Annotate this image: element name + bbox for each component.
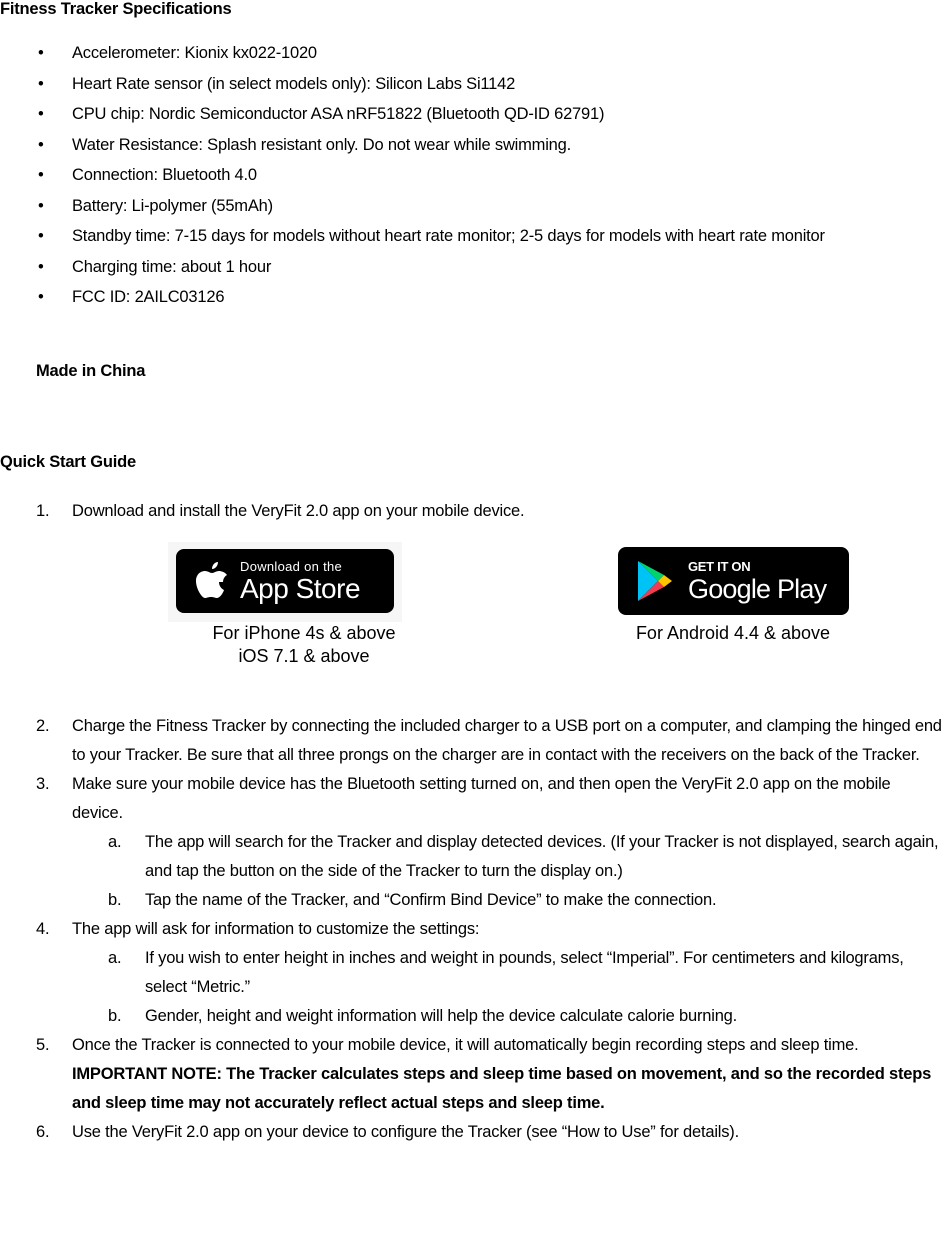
step-number: 5. [36,1036,50,1054]
spec-item [0,130,944,161]
bullet-icon: • [38,44,44,62]
specs-list [0,38,944,313]
spec-item [0,252,944,283]
sub-text: If you wish to enter height in inches and weight in pounds, select “Imperial”. For centimeters and kilograms, select “Metric.” [145,949,904,996]
sub-text: Gender, height and weight information will help the device calculate calorie burning. [145,1007,738,1025]
google-play-small-text: GET IT ON [688,558,751,574]
step-number: 1. [36,502,50,520]
step-2 [0,712,944,770]
spec-text: Accelerometer: Kionix kx022-1020 [72,44,317,62]
spec-text: FCC ID: 2AILC03126 [72,288,225,306]
bullet-icon: • [38,105,44,123]
spec-text: Water Resistance: Splash resistant only. Do not wear while swimming. [72,135,572,154]
bullet-icon: • [38,227,44,245]
app-store-big-text: App Store [240,572,361,604]
step-text: Download and install the VeryFit 2.0 app on your mobile device. [72,502,525,520]
sub-text: The app will search for the Tracker and display detected devices. (If your Tracker is not displayed, search again, and tap the button on the side of the Tracker to turn the display on.) [145,833,939,880]
bullet-icon: • [38,135,44,154]
step-4b [0,1002,944,1031]
sub-letter: b. [108,891,122,909]
spec-item [0,69,944,100]
step-text: Use the VeryFit 2.0 app on your device to configure the Tracker (see “How to Use” for details). [72,1123,739,1141]
step-text: Make sure your mobile device has the Bluetooth setting turned on, and then open the VeryFit 2.0 app on the mobile device. [72,775,891,822]
spec-item [0,38,944,69]
important-note: IMPORTANT NOTE: The Tracker calculates steps and sleep time based on movement, and so the recorded steps and sleep time may not accurately reflect actual steps and sleep time. [72,1065,932,1112]
app-store-caption [170,622,438,668]
sub-letter: b. [108,1007,122,1025]
spec-item [0,99,944,130]
google-play-caption: For Android 4.4 & above [635,623,831,643]
spec-item [0,282,944,313]
bullet-icon: • [38,74,44,93]
spec-text: Connection: Bluetooth 4.0 [72,166,257,184]
step-number: 3. [36,775,50,793]
specs-title: Fitness Tracker Specifications [0,0,232,18]
step-number: 4. [36,920,50,938]
sub-letter: a. [108,949,122,967]
google-play-icon [636,559,674,603]
step-number: 2. [36,717,50,735]
iphone-requirement: For iPhone 4s & above [212,623,396,643]
bullet-icon: • [38,166,44,184]
guide-title: Quick Start Guide [0,453,136,471]
step-4 [0,915,944,944]
step-4a [0,944,944,1002]
step-1 [0,497,944,526]
step-text: The app will ask for information to customize the settings: [72,920,480,938]
bullet-icon: • [38,288,44,306]
app-store-small-text: Download on the [240,558,343,574]
step-6 [0,1118,944,1147]
step-text: Once the Tracker is connected to your mobile device, it will automatically begin recording steps and sleep time. [72,1036,859,1054]
bullet-icon: • [38,257,44,276]
spec-text: CPU chip: Nordic Semiconductor ASA nRF51822 (Bluetooth QD-ID 62791) [72,105,605,123]
spec-text: Heart Rate sensor (in select models only): Silicon Labs Si1142 [72,74,516,93]
bullet-icon: • [38,196,44,215]
step-text: Charge the Fitness Tracker by connecting the included charger to a USB port on a computer, and clamping the hinged end to your Tracker. Be sure that all three prongs on the charger are in contact with the receivers on the back of the Tracker. [72,717,942,764]
ios-requirement: iOS 7.1 & above [238,646,370,666]
step-3a [0,828,944,886]
sub-letter: a. [108,833,122,851]
steps-list [0,712,944,1147]
google-play-badge[interactable] [618,547,849,615]
spec-text: Standby time: 7-15 days for models without heart rate monitor; 2-5 days for models with heart rate monitor [72,227,825,245]
made-in-label: Made in China [36,362,146,380]
sub-text: Tap the name of the Tracker, and “Confirm Bind Device” to make the connection. [145,891,717,909]
google-play-big-text: Google Play [688,573,827,604]
app-store-badge[interactable] [176,549,394,613]
spec-text: Battery: Li-polymer (55mAh) [72,196,273,215]
spec-item [0,221,944,252]
spec-text: Charging time: about 1 hour [72,257,272,276]
apple-icon [194,560,230,602]
spec-item [0,191,944,222]
step-5 [0,1031,944,1118]
step-3b [0,886,944,915]
step-3 [0,770,944,828]
step-number: 6. [36,1123,50,1141]
spec-item [0,160,944,191]
